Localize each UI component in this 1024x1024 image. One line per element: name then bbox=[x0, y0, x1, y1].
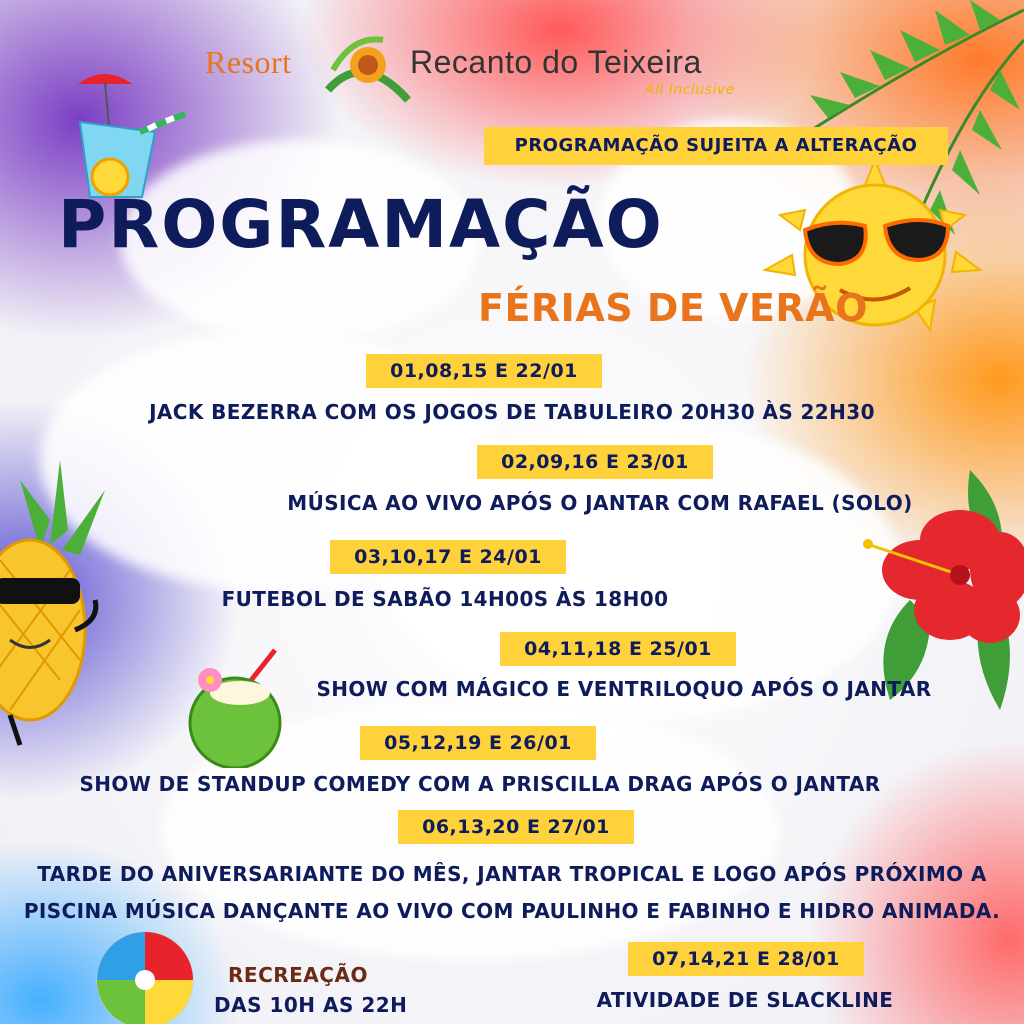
page-title: PROGRAMAÇÃO bbox=[58, 186, 664, 263]
schedule-activity-3: FUTEBOL DE SABÃO 14H00S ÀS 18H00 bbox=[221, 587, 669, 611]
resort-logo bbox=[205, 30, 775, 115]
schedule-activity-1: JACK BEZERRA COM OS JOGOS DE TABULEIRO 20H30 ÀS 22H30 bbox=[149, 400, 875, 424]
schedule-date-2: 02,09,16 E 23/01 bbox=[477, 445, 713, 479]
schedule-activity-7: ATIVIDADE DE SLACKLINE bbox=[596, 988, 894, 1012]
schedule-date-1: 01,08,15 E 22/01 bbox=[366, 354, 602, 388]
beach-ball-icon bbox=[95, 930, 195, 1024]
recreation-hours: DAS 10H AS 22H bbox=[214, 993, 408, 1017]
sun-logo-icon bbox=[323, 30, 413, 110]
schedule-date-7: 07,14,21 E 28/01 bbox=[628, 942, 864, 976]
schedule-activity-2: MÚSICA AO VIVO APÓS O JANTAR COM RAFAEL (SOLO) bbox=[287, 491, 913, 515]
schedule-activity-4: SHOW COM MÁGICO E VENTRILOQUO APÓS O JANTAR bbox=[316, 677, 932, 701]
brand-tagline-text: All Inclusive bbox=[645, 82, 735, 98]
coconut-icon bbox=[185, 648, 285, 768]
schedule-date-3: 03,10,17 E 24/01 bbox=[330, 540, 566, 574]
schedule-date-4: 04,11,18 E 25/01 bbox=[500, 632, 736, 666]
drink-icon bbox=[70, 62, 200, 202]
schedule-activity-6-line-2: PISCINA MÚSICA DANÇANTE AO VIVO COM PAULINHO E FABINHO E HIDRO ANIMADA. bbox=[23, 899, 1001, 923]
brand-right-text: Recanto do Teixeira bbox=[410, 44, 702, 80]
schedule-activity-6-line-1: TARDE DO ANIVERSARIANTE DO MÊS, JANTAR TROPICAL E LOGO APÓS PRÓXIMO A bbox=[37, 862, 987, 886]
pineapple-icon bbox=[0, 460, 110, 750]
notice-banner: PROGRAMAÇÃO SUJEITA A ALTERAÇÃO bbox=[484, 127, 948, 165]
recreation-title: RECREAÇÃO bbox=[228, 963, 368, 987]
brand-left-text: Resort bbox=[205, 44, 292, 80]
schedule-date-6: 06,13,20 E 27/01 bbox=[398, 810, 634, 844]
schedule-activity-5: SHOW DE STANDUP COMEDY COM A PRISCILLA DRAG APÓS O JANTAR bbox=[79, 772, 881, 796]
page-subtitle: FÉRIAS DE VERÃO bbox=[478, 286, 868, 330]
schedule-date-5: 05,12,19 E 26/01 bbox=[360, 726, 596, 760]
